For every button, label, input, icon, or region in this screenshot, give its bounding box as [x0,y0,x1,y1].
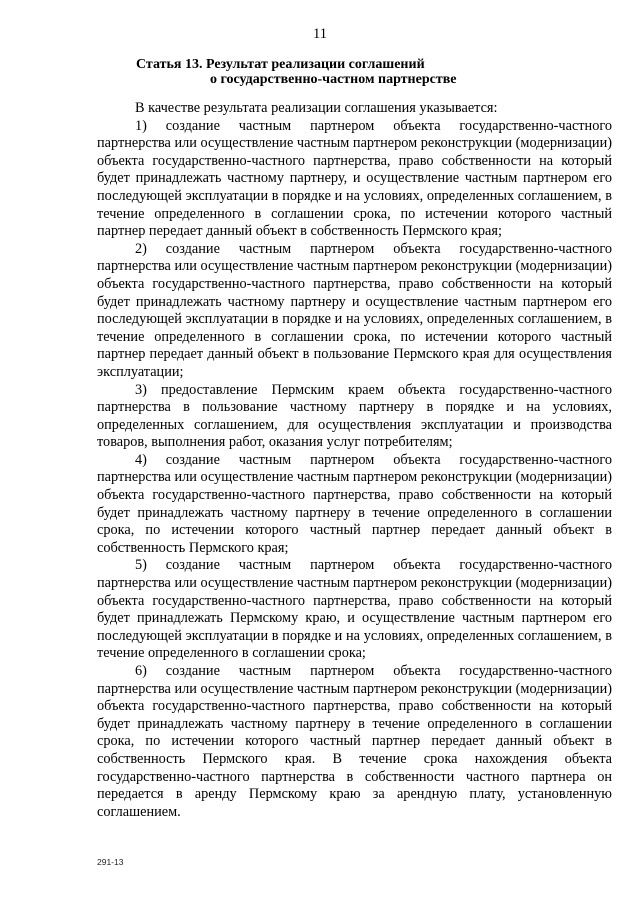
article-heading-line-1: Статья 13. Результат реализации соглашений [136,57,425,72]
list-item-5: 5) создание частным партнером объекта государственно-частного партнерства или осуществление частным партнером реконструкции (модернизации) объекта государственно-частного партнерства, право собственности на который будет принадлежать Пермскому краю, и осуществление частным партнером его последующей эксплуатации в порядке и на условиях, определенных соглашением, в течение определенного в соглашении срока; [97,557,612,662]
article-heading [136,57,576,87]
intro-paragraph: В качестве результата реализации соглашения указывается: [135,100,498,116]
list-item-3: 3) предоставление Пермским краем объекта государственно-частного партнерства в пользование частному партнеру в порядке и на условиях, определенных соглашением, для осуществления эксплуатации и производства товаров, выполнения работ, оказания услуг потребителям; [97,381,612,451]
list-item-4: 4) создание частным партнером объекта государственно-частного партнерства или осуществление частным партнером реконструкции (модернизации) объекта государственно-частного партнерства, право собственности на который будет принадлежать частному партнеру в течение определенного в соглашении срока, по истечении которого частный партнер передает данный объект в собственность Пермского края; [97,451,612,556]
page-number: 11 [313,26,327,42]
list-item-1: 1) создание частным партнером объекта государственно-частного партнерства или осуществление частным партнером реконструкции (модернизации) объекта государственно-частного партнерства, право собственности на который будет принадлежать частному партнеру, и осуществление частным партнером его последующей эксплуатации в порядке и на условиях, определенных соглашением, в течение определенного в соглашении срока, по истечении которого частный партнер передает данный объект в собственность Пермского края; [97,117,612,240]
document-code: 291-13 [97,857,124,867]
list-item-2: 2) создание частным партнером объекта государственно-частного партнерства или осуществление частным партнером реконструкции (модернизации) объекта государственно-частного партнерства, право собственности на который будет принадлежать частному партнеру и осуществление частным партнером его последующей эксплуатации в порядке и на условиях, определенных соглашением, в течение определенного в соглашении срока, по истечении которого частный партнер передает данный объект в пользование Пермского края для осуществления эксплуатации; [97,240,612,380]
article-body [97,100,612,821]
article-heading-line-2: о государственно-частном партнерстве [210,72,457,87]
list-item-6: 6) создание частным партнером объекта государственно-частного партнерства или осуществление частным партнером реконструкции (модернизации) объекта государственно-частного партнерства, право собственности на который будет принадлежать частному партнеру в течение определенного в соглашении срока, по истечении которого частный партнер передает данный объект в собственность Пермского края. В течение срока нахождения объекта государственно-частного партнерства в собственности частного партнера он передается в аренду Пермскому краю за арендную плату, установленную соглашением. [97,663,612,820]
